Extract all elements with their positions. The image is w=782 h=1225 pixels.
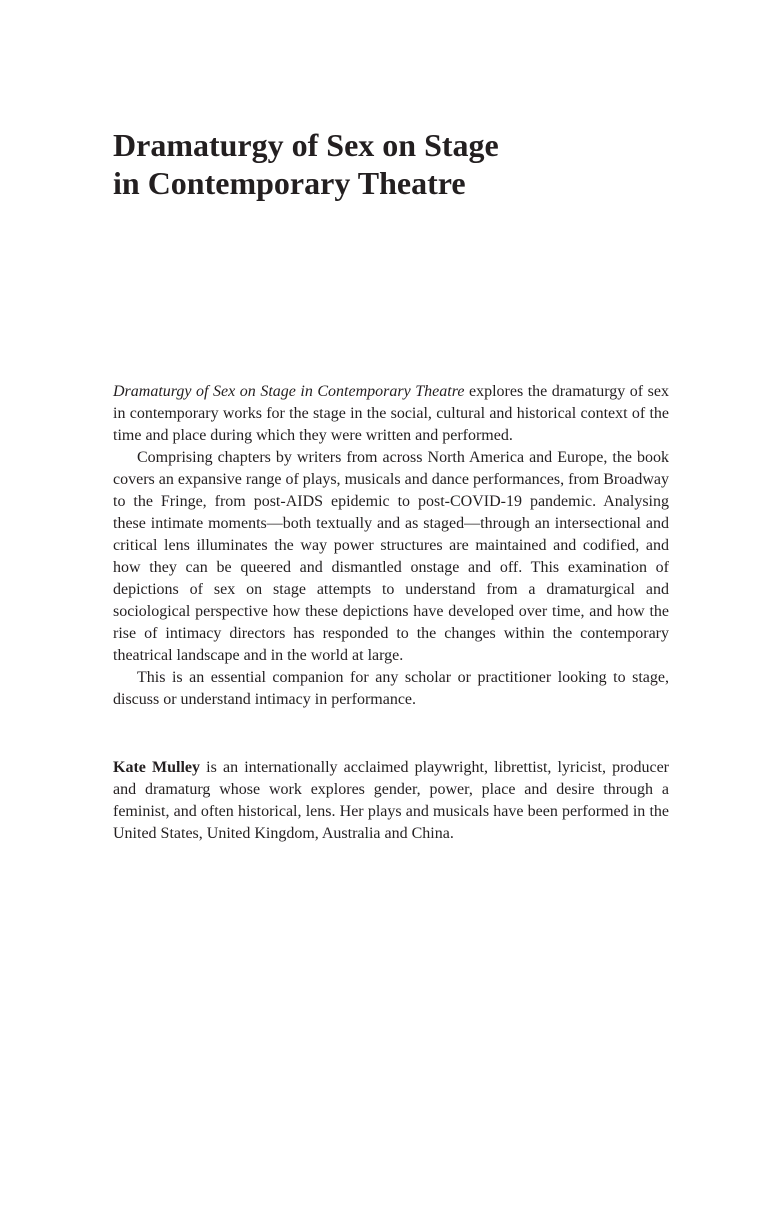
author-bio-paragraph	[113, 757, 669, 845]
description-paragraph-2: Comprising chapters by writers from across North America and Europe, the book covers an expansive range of plays, musicals and dance performances, from Broadway to the Fringe, from post-AIDS epidemic to post-COVID-19 pandemic. Analysing these intimate moments—both textually and as staged—through an intersectional and critical lens illuminates the way power structures are maintained and codified, and how they can be queered and dismantled onstage and off. This examination of depictions of sex on stage attempts to understand from a dramaturgical and sociological perspective how these depictions have developed over time, and how the rise of intimacy directors has responded to the changes within the contemporary theatrical landscape and in the world at large.	[113, 449, 669, 664]
author-bio	[113, 757, 669, 845]
title-line-2: in Contemporary Theatre	[113, 165, 466, 201]
author-name: Kate Mulley	[113, 759, 201, 776]
book-description	[113, 381, 669, 711]
author-bio-text: is an internationally acclaimed playwright, librettist, lyricist, producer and dramaturg whose work explores gender, power, place and desire through a feminist, and often historical, lens. Her plays and musicals have been performed in the United States, United Kingdom, Australia and China.	[113, 759, 669, 842]
page-title	[113, 126, 673, 202]
description-paragraph-1	[113, 381, 669, 447]
description-paragraph-1-text: explores the dramaturgy of sex in contemporary works for the stage in the social, cultural and historical context of the time and place during which they were written and performed.	[113, 383, 669, 444]
title-line-1: Dramaturgy of Sex on Stage	[113, 127, 499, 163]
book-title-italic: Dramaturgy of Sex on Stage in Contemporary Theatre	[113, 383, 465, 400]
description-paragraph-3: This is an essential companion for any scholar or practitioner looking to stage, discuss or understand intimacy in performance.	[113, 669, 669, 708]
